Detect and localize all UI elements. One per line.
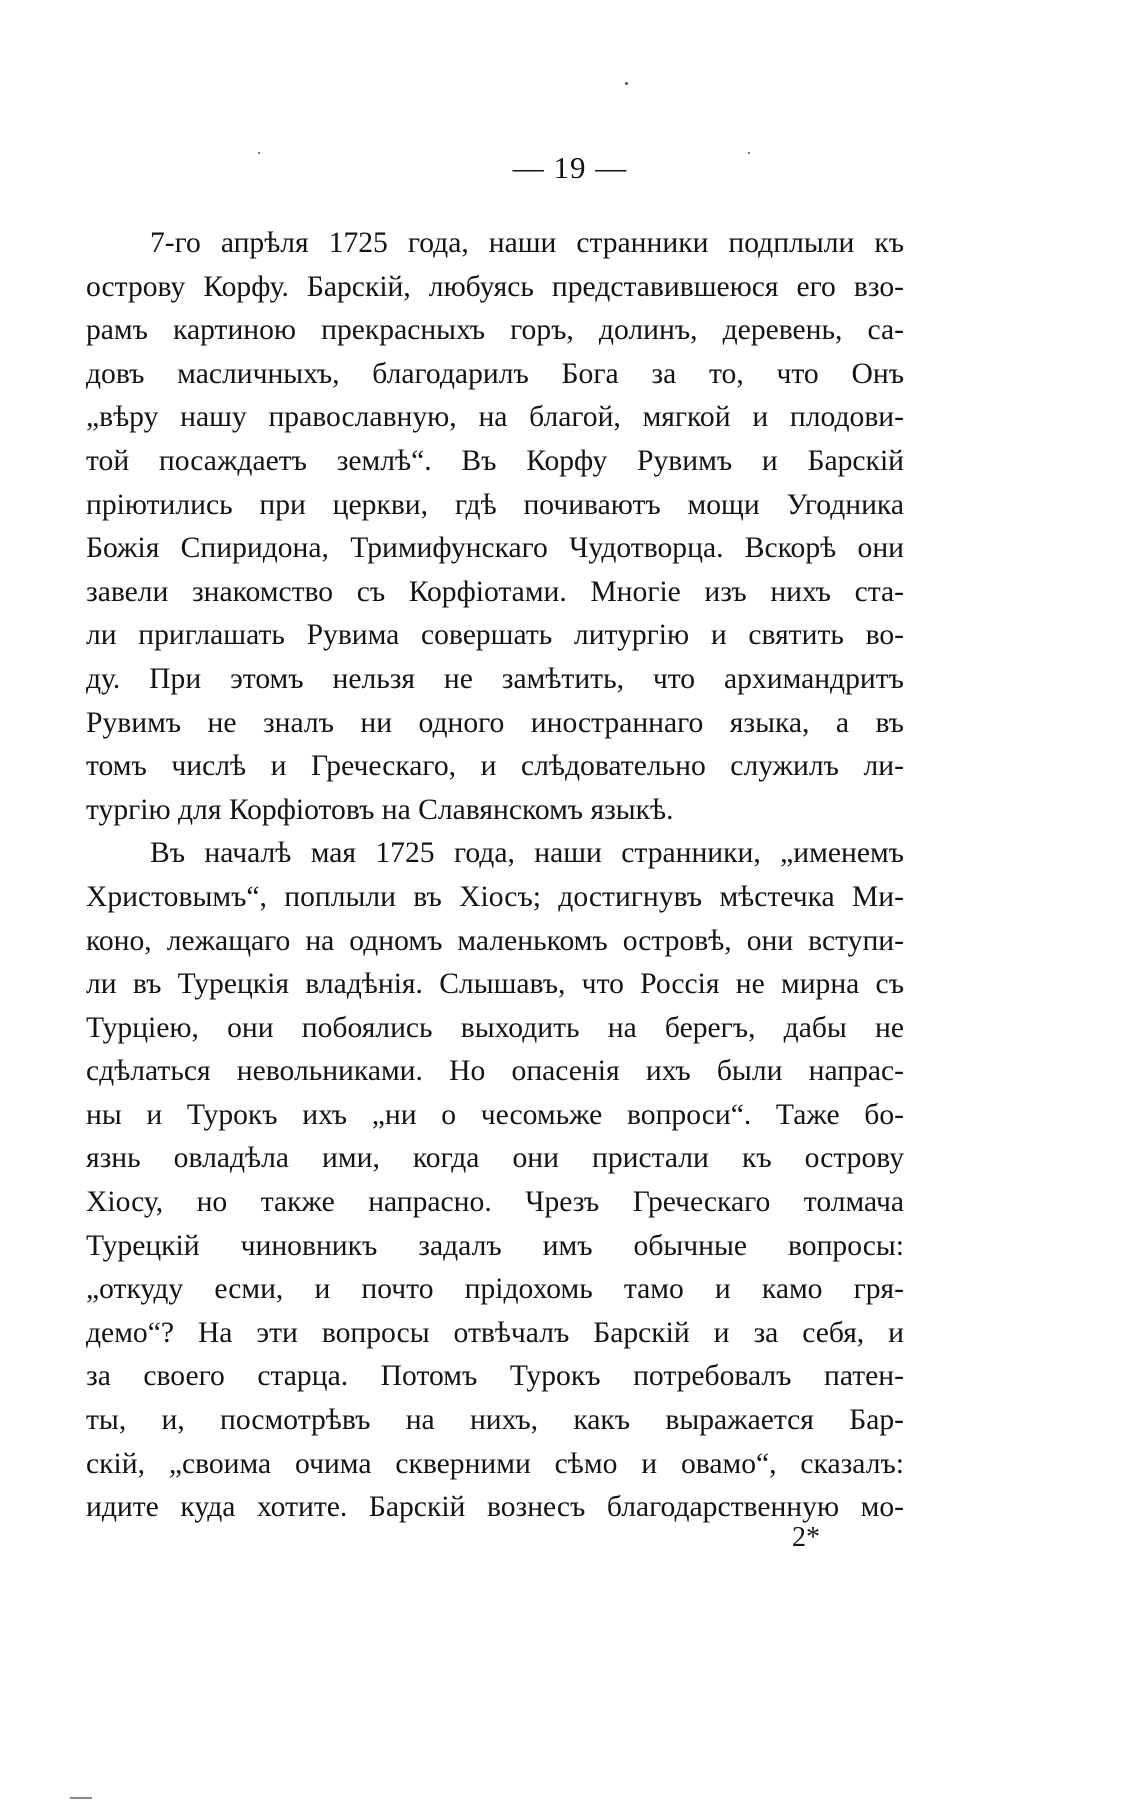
text-line: сдѣлаться невольниками. Но опасенія ихъ были напрас- [86, 1055, 904, 1088]
page-number: — 19 — [512, 150, 628, 185]
text-line: ты, и, посмотрѣвъ на нихъ, какъ выражается Бар- [86, 1404, 904, 1437]
text-line: 7-го апрѣля 1725 года, наши странники подплыли къ [150, 227, 904, 259]
text-line: Турецкій чиновникъ задалъ имъ обычные вопросы: [86, 1229, 904, 1262]
scan-speck [748, 152, 750, 154]
text-line: Христовымъ“, поплыли въ Хіосъ; достигнувъ мѣстечка Ми- [86, 880, 904, 913]
text-line: Божія Спиридона, Тримифунскаго Чудотворца. Вскорѣ они [86, 532, 904, 565]
text-line: пріютились при церкви, гдѣ почиваютъ мощи Угодника [86, 488, 904, 521]
text-line: Хіосу, но также напрасно. Чрезъ Греческаго толмача [86, 1186, 904, 1219]
text-line: томъ числѣ и Греческаго, и слѣдовательно служилъ ли- [86, 750, 904, 783]
text-line: рамъ картиною прекрасныхъ горъ, долинъ, деревень, са- [86, 314, 904, 347]
scan-edge-mark [70, 1797, 92, 1799]
text-line: за своего старца. Потомъ Турокъ потребовалъ патен- [86, 1360, 904, 1393]
text-line: демо“? На эти вопросы отвѣчалъ Барскій и за себя, и [86, 1316, 904, 1349]
printer-signature-mark: 2* [792, 1522, 820, 1553]
text-line: Въ началѣ мая 1725 года, наши странники, „именемъ [150, 837, 904, 870]
text-line: „вѣру нашу православную, на благой, мягкой и плодови- [86, 401, 904, 434]
text-line: коно, лежащаго на одномъ маленькомъ островѣ, они вступи- [86, 924, 904, 957]
scan-speck [625, 82, 628, 85]
text-line: ли приглашать Рувима совершать литургію и святить во- [86, 619, 904, 652]
text-line: довъ масличныхъ, благодарилъ Бога за то, что Онъ [86, 357, 904, 390]
text-line: идите куда хотите. Барскій вознесъ благодарственную мо- [86, 1491, 904, 1524]
text-line: Турціею, они побоялись выходить на берегъ, дабы не [86, 1011, 904, 1044]
scan-speck [258, 152, 260, 154]
text-line: язнь овладѣла ими, когда они пристали къ острову [86, 1142, 904, 1175]
text-line: Рувимъ не зналъ ни одного иностраннаго языка, а въ [86, 706, 904, 739]
text-line: той посаждаетъ землѣ“. Въ Корфу Рувимъ и Барскій [86, 444, 904, 477]
text-line: ны и Турокъ ихъ „ни о чесомьже вопроси“. Таже бо- [86, 1098, 904, 1131]
text-line: тургію для Корфіотовъ на Славянскомъ языкѣ. [86, 793, 674, 826]
text-line: острову Корфу. Барскій, любуясь представившеюся его взо- [86, 270, 904, 303]
body-text [86, 222, 904, 1530]
text-line: „откуду есми, и почто прідохомь тамо и камо гря- [86, 1273, 904, 1306]
text-line: завели знакомство съ Корфіотами. Многіе изъ нихъ ста- [86, 575, 904, 608]
text-line: ли въ Турецкія владѣнія. Слышавъ, что Россія не мирна съ [86, 968, 904, 1001]
text-line: скій, „своима очима скверними сѣмо и овамо“, сказалъ: [86, 1447, 904, 1480]
text-line: ду. При этомъ нельзя не замѣтить, что архимандритъ [86, 662, 904, 695]
